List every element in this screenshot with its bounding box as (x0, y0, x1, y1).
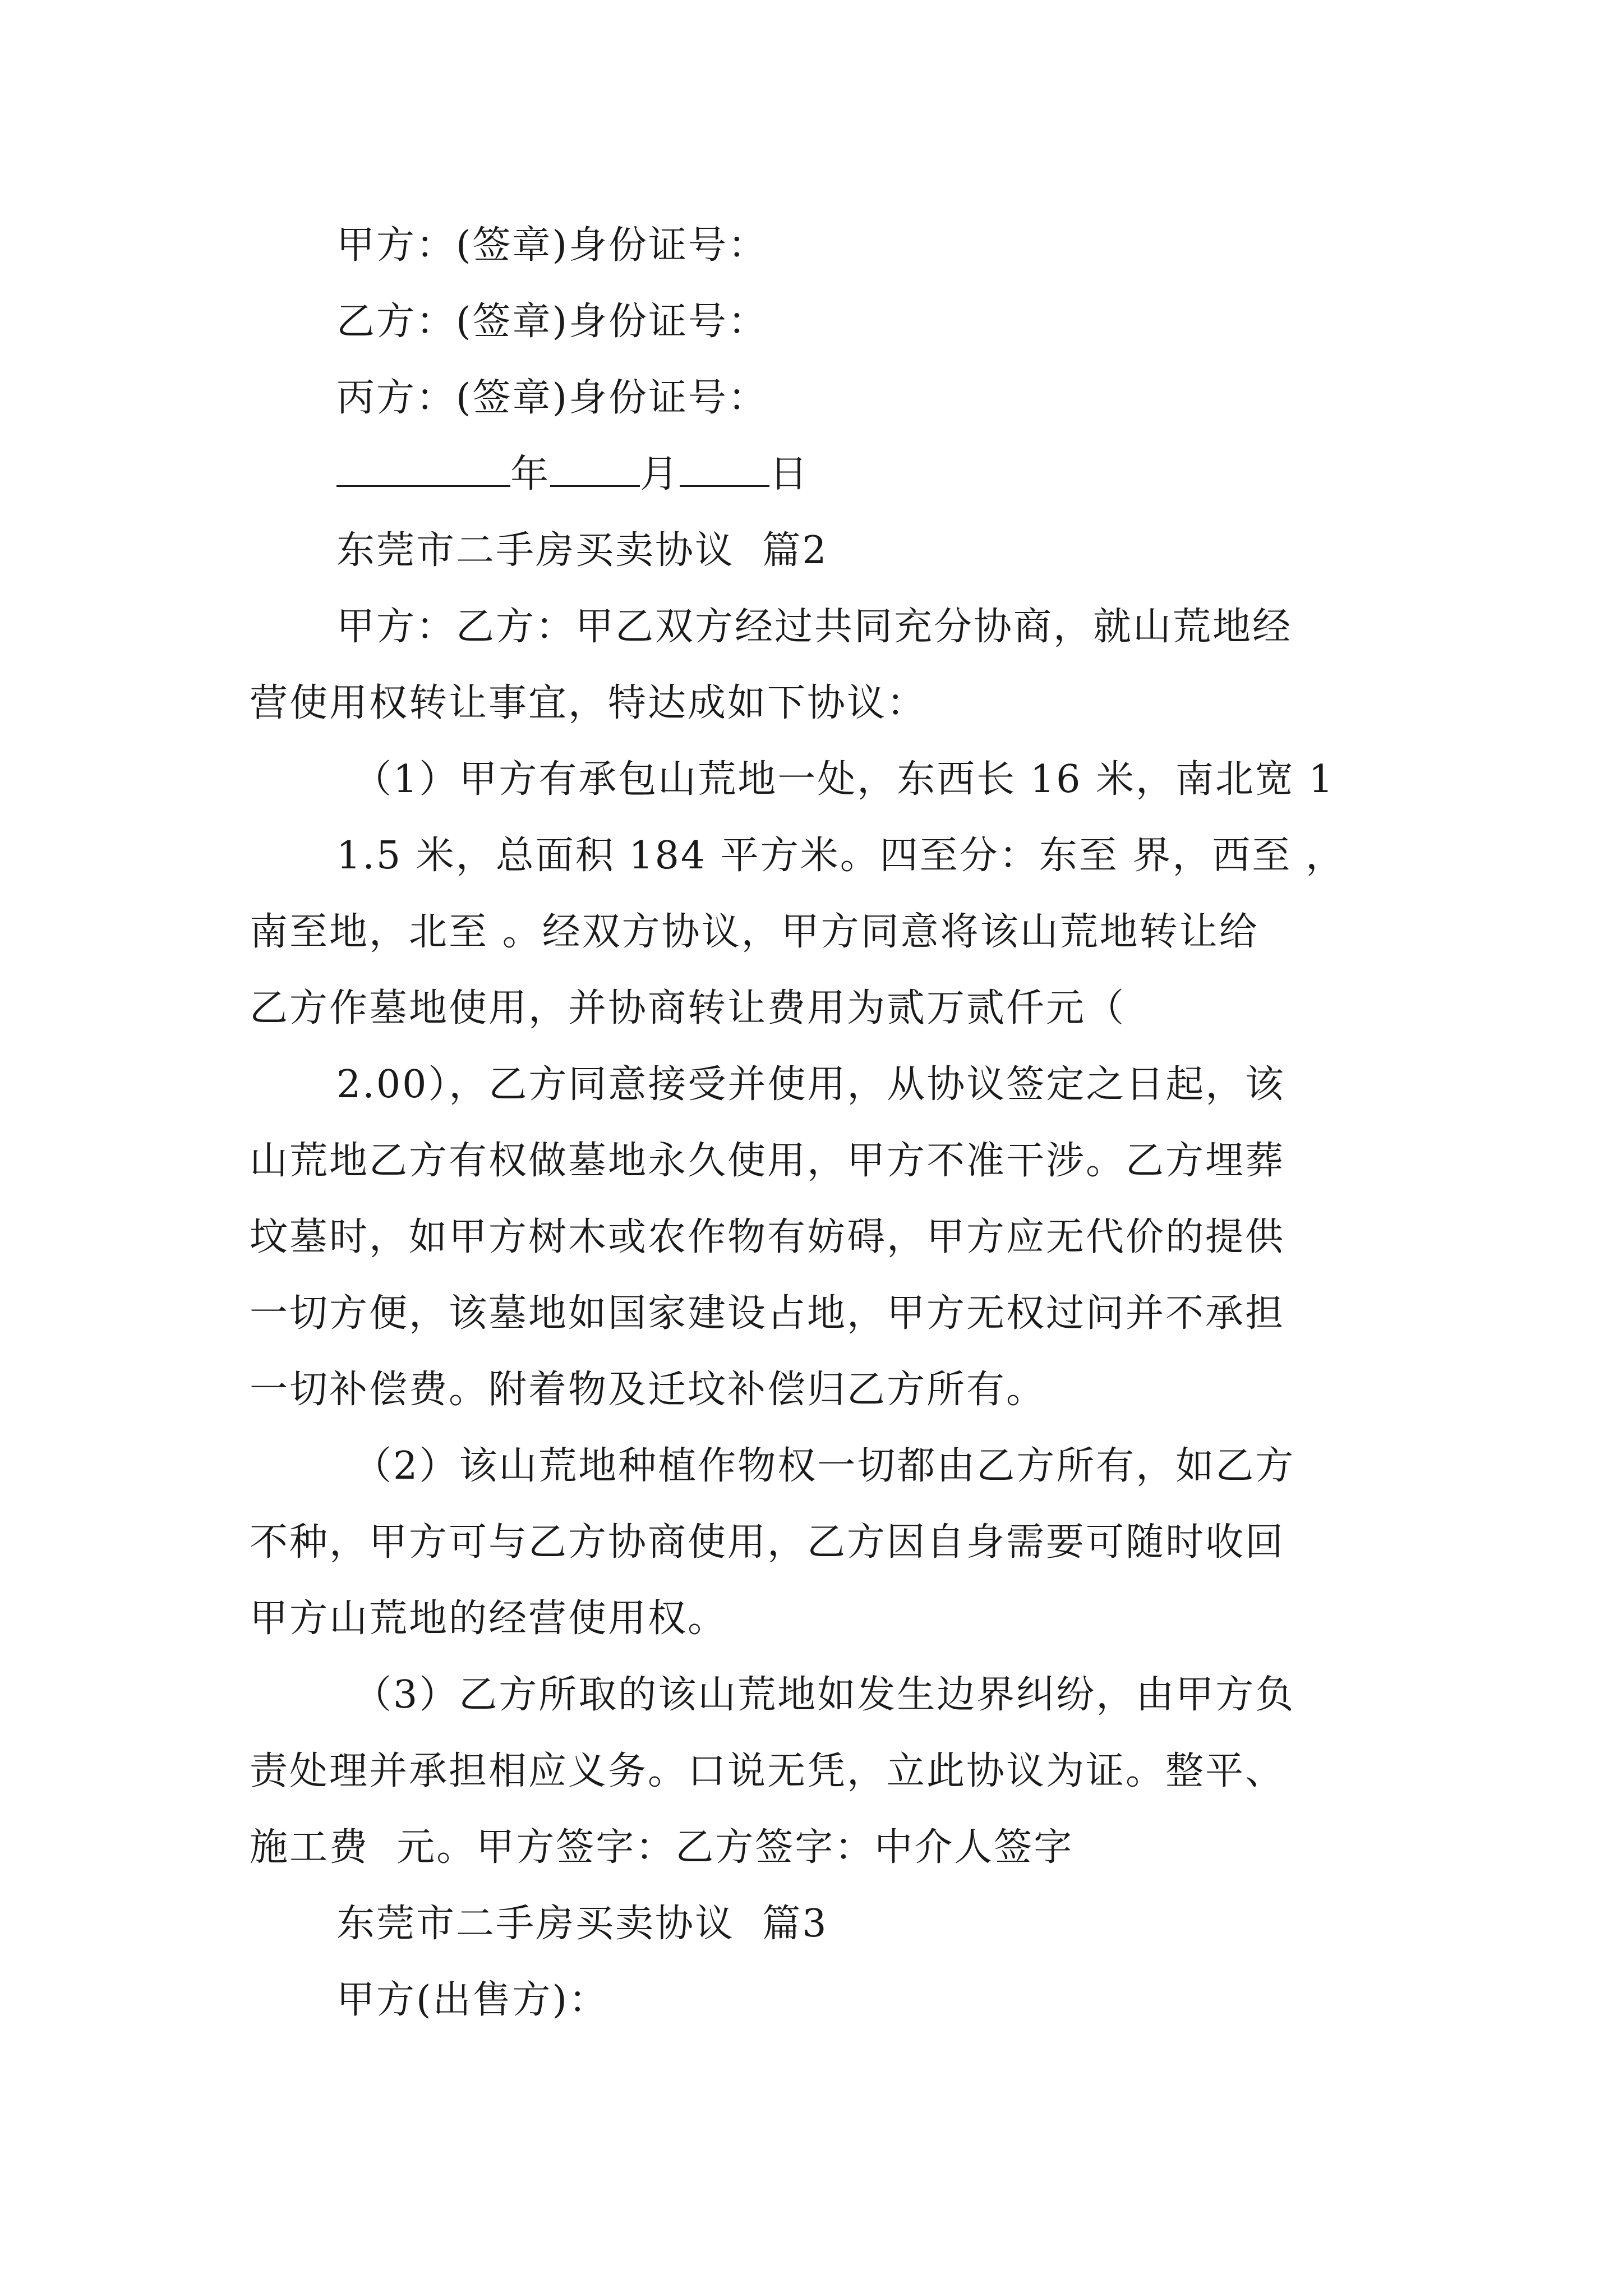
party-c-signature-line: 丙方：(签章)身份证号： (336, 376, 768, 420)
clause-2-line: 不种，甲方可与乙方协商使用，乙方因自身需要可随时收回 (250, 1520, 1285, 1565)
clause-1-line: （1）甲方有承包山荒地一处，东西长 16 米，南北宽 1 (353, 757, 1335, 802)
clause-1-line: 乙方作墓地使用，并协商转让费用为贰万贰仟元（ (250, 986, 1126, 1030)
clause-1-line: 坟墓时，如甲方树木或农作物有妨碍，甲方应无代价的提供 (250, 1215, 1285, 1259)
clause-1-line: 山荒地乙方有权做墓地永久使用，甲方不准干涉。乙方埋葬 (250, 1139, 1285, 1183)
section-2-intro-line: 甲方：乙方：甲乙双方经过共同充分协商，就山荒地经 (336, 605, 1293, 649)
seller-label: 甲方(出售方)： (336, 1978, 609, 2022)
day-label: 日 (769, 452, 810, 496)
clause-2-line: 甲方山荒地的经营使用权。 (250, 1596, 728, 1641)
clause-3-line: （3）乙方所取的该山荒地如发生边界纠纷，由甲方负 (353, 1673, 1295, 1717)
year-label: 年 (510, 452, 551, 496)
party-a-signature-line: 甲方：(签章)身份证号： (336, 223, 768, 268)
clause-3-line: 责处理并承担相应义务。口说无凭，立此协议为证。整平、 (250, 1749, 1285, 1793)
month-blank (550, 453, 640, 487)
section-2-title: 东莞市二手房买卖协议 篇2 (336, 528, 828, 573)
clause-1-line: 一切补偿费。附着物及迁坟补偿归乙方所有。 (250, 1368, 1046, 1412)
section-3-title: 东莞市二手房买卖协议 篇3 (336, 1902, 828, 1946)
month-label: 月 (640, 452, 680, 496)
day-blank (680, 453, 769, 487)
clause-1-line: 南至地，北至 。经双方协议，甲方同意将该山荒地转让给 (250, 910, 1259, 954)
clause-1-line: 一切方便，该墓地如国家建设占地，甲方无权过问并不承担 (250, 1291, 1285, 1336)
clause-3-line: 施工费 元。甲方签字：乙方签字：中介人签字 (250, 1825, 1074, 1870)
clause-1-line: 1.5 米，总面积 184 平方米。四至分：东至 界，西至 ， (336, 834, 1346, 878)
date-line (336, 452, 809, 497)
clause-2-line: （2）该山荒地种植作物权一切都由乙方所有，如乙方 (353, 1444, 1295, 1488)
year-blank (336, 453, 510, 487)
clause-1-line: 2.00），乙方同意接受并使用，从协议签定之日起，该 (336, 1062, 1285, 1107)
section-2-intro-line: 营使用权转让事宜，特达成如下协议： (250, 681, 927, 725)
party-b-signature-line: 乙方：(签章)身份证号： (336, 300, 768, 344)
